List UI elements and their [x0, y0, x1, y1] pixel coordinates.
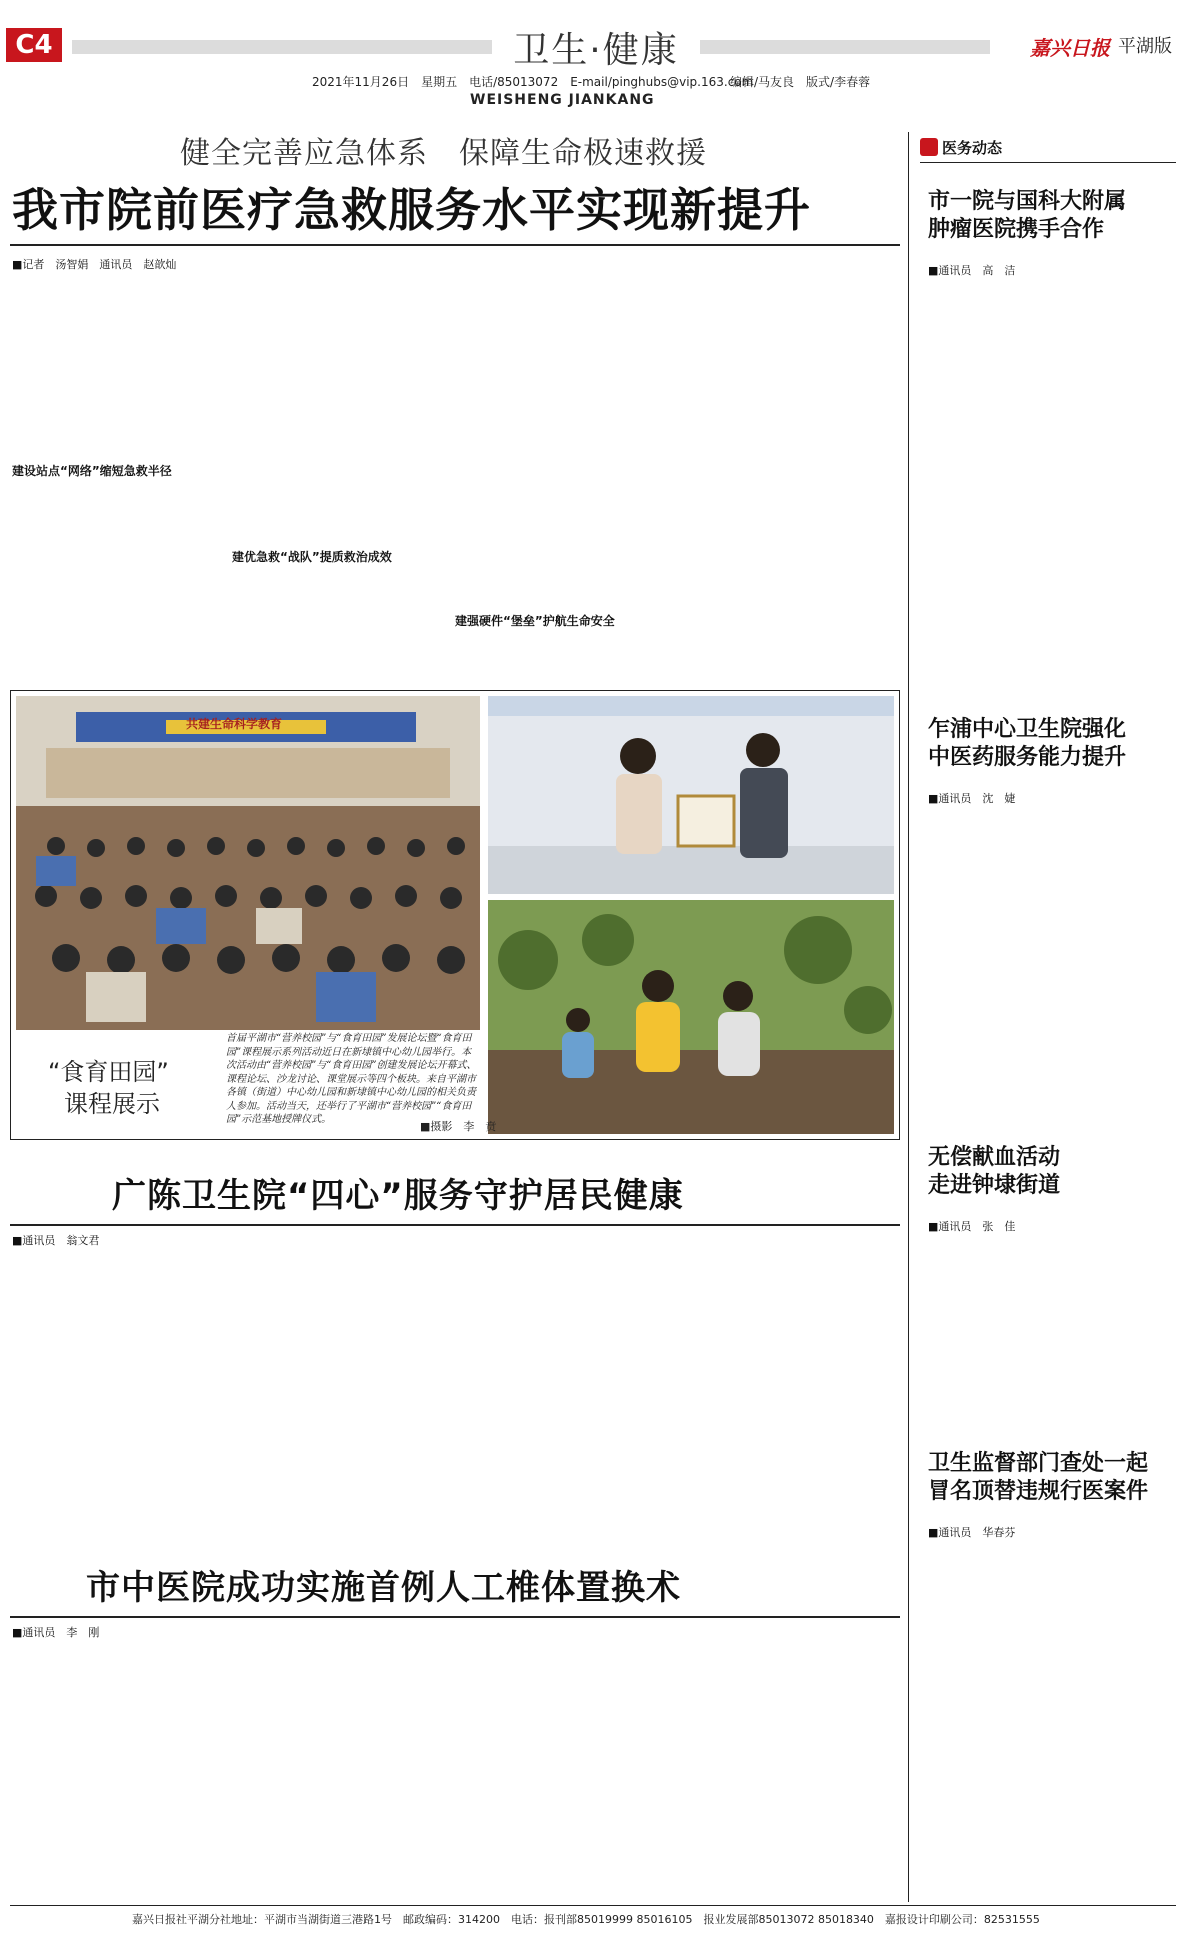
sidebar-label: 医务动态 — [942, 139, 1003, 157]
article2-col-2 — [232, 1232, 442, 1552]
sidebar-item-3-byline: ■通讯员 张 佳 — [928, 1220, 1016, 1233]
lead-col-2 — [232, 256, 442, 686]
masthead — [0, 0, 1182, 110]
sidebar-item-4-byline: ■通讯员 华春芬 — [928, 1526, 1016, 1539]
lead-col-1 — [12, 276, 220, 686]
garden-children-illustration — [488, 900, 894, 1134]
sidebar-item-2-body — [928, 808, 1176, 1128]
sidebar-item-4-body — [928, 1542, 1176, 1894]
photo-feature-title-2: 课程展示 — [64, 1090, 160, 1118]
page-code: C4 — [6, 28, 62, 62]
sidebar-label-rule — [920, 162, 1176, 163]
sidebar-item-1-byline: ■通讯员 高 洁 — [928, 264, 1016, 277]
sidebar-item-1-body — [928, 280, 1176, 690]
photo-banner-text: 共建生命科学教育 — [186, 717, 283, 731]
footer-rule — [10, 1905, 1176, 1906]
edition-label: 平湖版 — [1118, 36, 1172, 57]
sidebar-item-1-title-2: 肿瘤医院携手合作 — [928, 217, 1105, 242]
lead-subhead-3: 建强硬件“堡垒”护航生命安全 — [455, 614, 615, 628]
article3-rule — [10, 1616, 900, 1618]
sidebar-item-4-title-1: 卫生监督部门查处一起 — [928, 1451, 1149, 1476]
photo-conference — [16, 696, 480, 1030]
photo-award — [488, 696, 894, 894]
header-band-right — [700, 40, 990, 54]
article2-col-4 — [678, 1232, 900, 1552]
conference-hall-illustration — [16, 696, 480, 1030]
article3-col-2 — [232, 1624, 442, 1894]
lead-col-4 — [678, 256, 900, 686]
article3-headline: 市中医院成功实施首例人工椎体置换术 — [86, 1568, 681, 1608]
photo-caption: 首届平湖市“营养校园”与“食育田园”发展论坛暨“食育田园”课程展示系列活动近日在新埭镇中心幼儿园举行。本次活动由“营养校园”与“食育田园”创建发展论坛开幕式、课程论坛、沙龙讨论、课堂展示等四个板块。来自平湖市各镇（街道）中心幼儿园和新埭镇中心幼儿园的相关负责人参加。活动当天，还举行了平湖市“营养校园”“食育田园”示范基地授牌仪式。 — [226, 1033, 477, 1125]
sidebar-item-2-title-2: 中医药服务能力提升 — [928, 745, 1127, 770]
article2-col-1 — [12, 1252, 222, 1552]
lead-rule — [10, 244, 900, 246]
article2-rule — [10, 1224, 900, 1226]
editor-line: 编辑/马友良 版式/李春蓉 — [730, 75, 871, 89]
section-pinyin: WEISHENG JIANKANG — [470, 92, 655, 108]
article3-byline: ■通讯员 李 刚 — [12, 1626, 100, 1639]
sidebar-item-3-body — [928, 1236, 1176, 1436]
lead-headline: 我市院前医疗急救服务水平实现新提升 — [12, 183, 811, 237]
article2-byline: ■通讯员 翁文君 — [12, 1234, 100, 1247]
footer-text: 嘉兴日报社平湖分社地址：平湖市当湖街道三港路1号 邮政编码：314200 电话：报刊部85019999 85016105 报业发展部85013072 85018340 嘉报设计印刷公司：82531555 — [132, 1913, 1040, 1926]
sidebar-label-box — [920, 134, 1010, 160]
photo-credit: ■摄影 李 贲 — [420, 1120, 497, 1133]
lead-kicker: 健全完善应急体系 保障生命极速救援 — [180, 136, 707, 171]
sidebar-item-2-title-1: 乍浦中心卫生院强化 — [928, 717, 1127, 742]
photo-feature-title-1: “食育田园” — [48, 1058, 169, 1086]
sidebar-item-3-title-1: 无偿献血活动 — [928, 1145, 1061, 1170]
date-line: 2021年11月26日 星期五 电话/85013072 E-mail/pinghubs@vip.163.com — [312, 75, 754, 89]
sidebar-divider — [908, 132, 909, 1902]
sidebar-item-4-title-2: 冒名顶替违规行医案件 — [928, 1479, 1149, 1504]
lead-subhead-2: 建优急救“战队”提质救治成效 — [232, 550, 392, 564]
article2-headline: 广陈卫生院“四心”服务守护居民健康 — [112, 1176, 684, 1216]
header-band — [72, 40, 492, 54]
section-title: 卫生·健康 — [513, 30, 679, 71]
sidebar-item-3-title-2: 走进钟埭街道 — [928, 1173, 1061, 1198]
article2-col-3 — [455, 1232, 665, 1552]
photo-garden — [488, 900, 894, 1134]
paper-logo: 嘉兴日报 — [1030, 36, 1110, 60]
sidebar-label-mark — [920, 138, 938, 156]
sidebar-item-2-byline: ■通讯员 沈 婕 — [928, 792, 1016, 805]
article3-col-3 — [455, 1624, 665, 1894]
sidebar-item-1-title-1: 市一院与国科大附属 — [928, 189, 1127, 214]
article3-col-4 — [678, 1624, 900, 1894]
lead-subhead-1: 建设站点“网络”缩短急救半径 — [12, 464, 172, 478]
article3-col-1 — [12, 1644, 222, 1894]
lead-byline: ■记者 汤智娟 通讯员 赵歆灿 — [12, 258, 177, 271]
award-ceremony-illustration — [488, 696, 894, 894]
